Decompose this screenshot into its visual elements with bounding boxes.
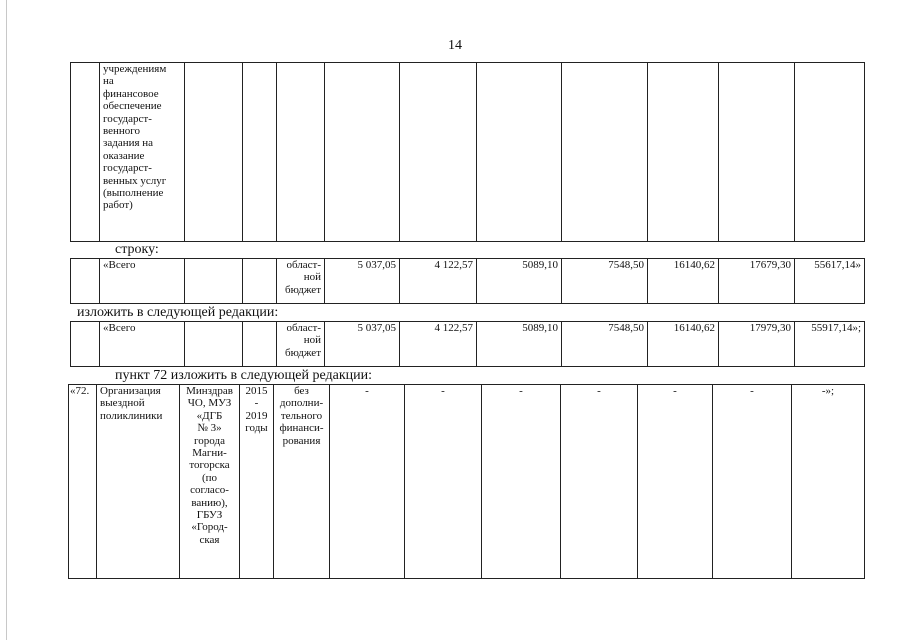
value-cell: - (638, 385, 713, 579)
value-cell: 7548,50 (562, 259, 648, 304)
value-cell: - (561, 385, 638, 579)
total-cell: -»; (792, 385, 865, 579)
description-line: задания на (103, 137, 154, 150)
number-cell (71, 63, 100, 242)
value-cell: 16140,62 (648, 322, 719, 367)
description-line: на (103, 75, 114, 88)
table-row (69, 385, 865, 579)
value-cell: 4 122,57 (400, 322, 477, 367)
value-cell: - (713, 385, 792, 579)
row-name: «Всего (100, 259, 185, 304)
row-name: «Всего (100, 322, 185, 367)
caption-izlozhit: изложить в следующей редакции: (77, 305, 279, 320)
description-line: учреждениям (103, 63, 167, 75)
description-line: венных услуг (103, 174, 167, 187)
period-cell: 2015 - 2019 годы (240, 385, 274, 579)
value-cell: - (482, 385, 561, 579)
value-cell: - (330, 385, 405, 579)
value-cell: 17679,30 (719, 259, 795, 304)
caption-stroku: строку: (115, 242, 159, 257)
table-old-row (70, 258, 865, 304)
table-row (71, 322, 865, 367)
total-cell: 55617,14» (795, 259, 865, 304)
value-cell: 5089,10 (477, 259, 562, 304)
page-number: 14 (448, 38, 462, 53)
table-row (71, 259, 865, 304)
financing-cell: без дополни- тельного финанси- рования (274, 385, 330, 579)
caption-punkt-72: пункт 72 изложить в следующей редакции: (115, 368, 372, 383)
item-name: Организация выездной поликлиники (97, 385, 180, 579)
value-cell: 4 122,57 (400, 259, 477, 304)
value-cell: 17979,30 (719, 322, 795, 367)
description-line: (выполнение (103, 187, 164, 200)
item-number: «72. (69, 385, 97, 579)
responsible-org: Минздрав ЧО, МУЗ «ДГБ № 3» города Магни- тогорска (по согласо- ванию), ГБУЗ «Город- ская (180, 385, 240, 579)
table-continuation (70, 62, 865, 242)
value-cell: - (405, 385, 482, 579)
description-line: оказание (103, 149, 145, 162)
description-line: обеспечение (103, 100, 162, 113)
value-cell: 5 037,05 (325, 259, 400, 304)
value-cell: 16140,62 (648, 259, 719, 304)
value-cell: 7548,50 (562, 322, 648, 367)
funding-source: област- ной бюджет (277, 259, 325, 304)
left-margin-line (6, 0, 7, 640)
description-line: государст- (103, 162, 152, 175)
funding-source: област- ной бюджет (277, 322, 325, 367)
description-cell (100, 63, 185, 242)
table-item-72 (68, 384, 865, 579)
table-new-row (70, 321, 865, 367)
description-line: венного (103, 125, 141, 138)
description-line: финансовое (103, 87, 159, 100)
description-line: работ) (103, 199, 133, 212)
value-cell: 5 037,05 (325, 322, 400, 367)
value-cell: 5089,10 (477, 322, 562, 367)
description-line: государст- (103, 112, 152, 125)
table-row (71, 63, 865, 242)
total-cell: 55917,14»; (795, 322, 865, 367)
